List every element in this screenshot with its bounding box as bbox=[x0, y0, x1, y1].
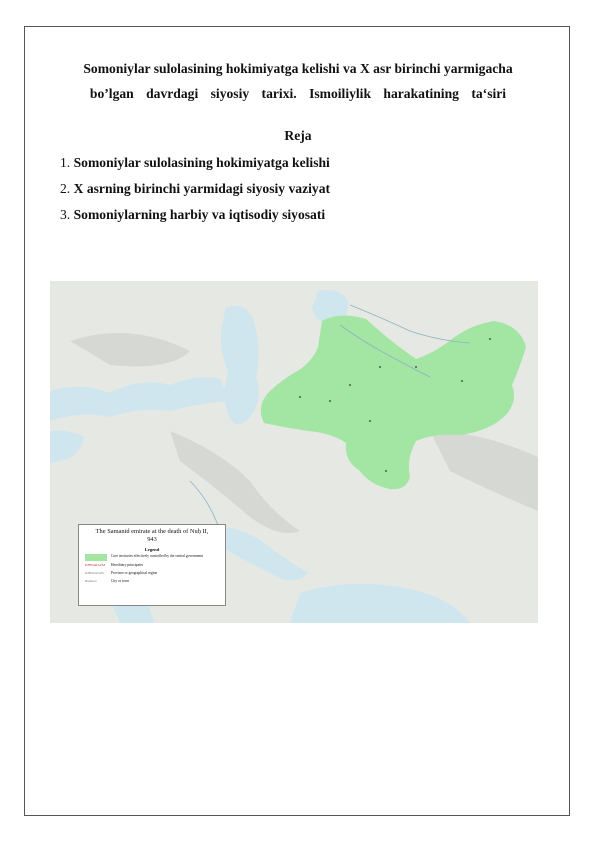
title-line-1: Somoniylar sulolasining hokimiyatga kelishi va X asr birinchi yarmigacha bbox=[83, 61, 513, 76]
city-dot bbox=[415, 366, 417, 368]
plan-item-text: X asrning birinchi yarmidagi siyosiy vaziyat bbox=[73, 181, 331, 196]
legend-heading: Legend bbox=[144, 547, 160, 552]
legend-item bbox=[85, 554, 219, 561]
legend-item bbox=[85, 571, 219, 577]
caspian-sea bbox=[221, 306, 259, 425]
legend-item bbox=[85, 579, 219, 585]
legend-item bbox=[85, 563, 219, 569]
city-dot bbox=[369, 420, 371, 422]
document-title bbox=[60, 56, 536, 106]
legend-title bbox=[79, 528, 225, 544]
legend-title-line-2: 943 bbox=[147, 536, 157, 543]
legend-swatch-principate: KHWARAZM bbox=[85, 563, 105, 567]
plan-item-text: Somoniylarning harbiy va iqtisodiy siyosati bbox=[73, 207, 326, 222]
legend-title-line-1: The Samanid emirate at the death of Nuḥ II, bbox=[95, 528, 209, 535]
plan-item bbox=[60, 202, 330, 228]
legend-item-text: City or town bbox=[111, 579, 130, 583]
plan-item-number: 1. bbox=[60, 155, 71, 170]
plan-item-number: 2. bbox=[60, 181, 71, 196]
plan-item bbox=[60, 150, 330, 176]
city-dot bbox=[329, 400, 331, 402]
plan-item-text: Somoniylar sulolasining hokimiyatga kelishi bbox=[73, 155, 330, 170]
plan-heading: Reja bbox=[284, 128, 312, 143]
city-dot bbox=[379, 366, 381, 368]
city-dot bbox=[299, 396, 301, 398]
plan-list bbox=[60, 150, 330, 228]
legend-swatch-city: Bukhara bbox=[85, 579, 97, 583]
plan-item-number: 3. bbox=[60, 207, 71, 222]
plan-item bbox=[60, 176, 330, 202]
city-dot bbox=[349, 384, 351, 386]
legend-item-text: Core territories effectively controlled by the central government bbox=[111, 554, 204, 558]
legend-item-text: Province or geographical region bbox=[111, 571, 158, 575]
city-dot bbox=[489, 338, 491, 340]
city-dot bbox=[385, 470, 387, 472]
city-dot bbox=[461, 380, 463, 382]
legend-swatch-province: KHURASAN bbox=[85, 571, 104, 575]
legend-item-text: Hereditary principates bbox=[111, 563, 144, 567]
map-legend bbox=[78, 524, 226, 606]
legend-swatch-territory bbox=[85, 554, 107, 561]
title-line-2: bo’lgan davrdagi siyosiy tarixi. Ismoiliylik harakatining ta‘siri bbox=[89, 86, 507, 101]
